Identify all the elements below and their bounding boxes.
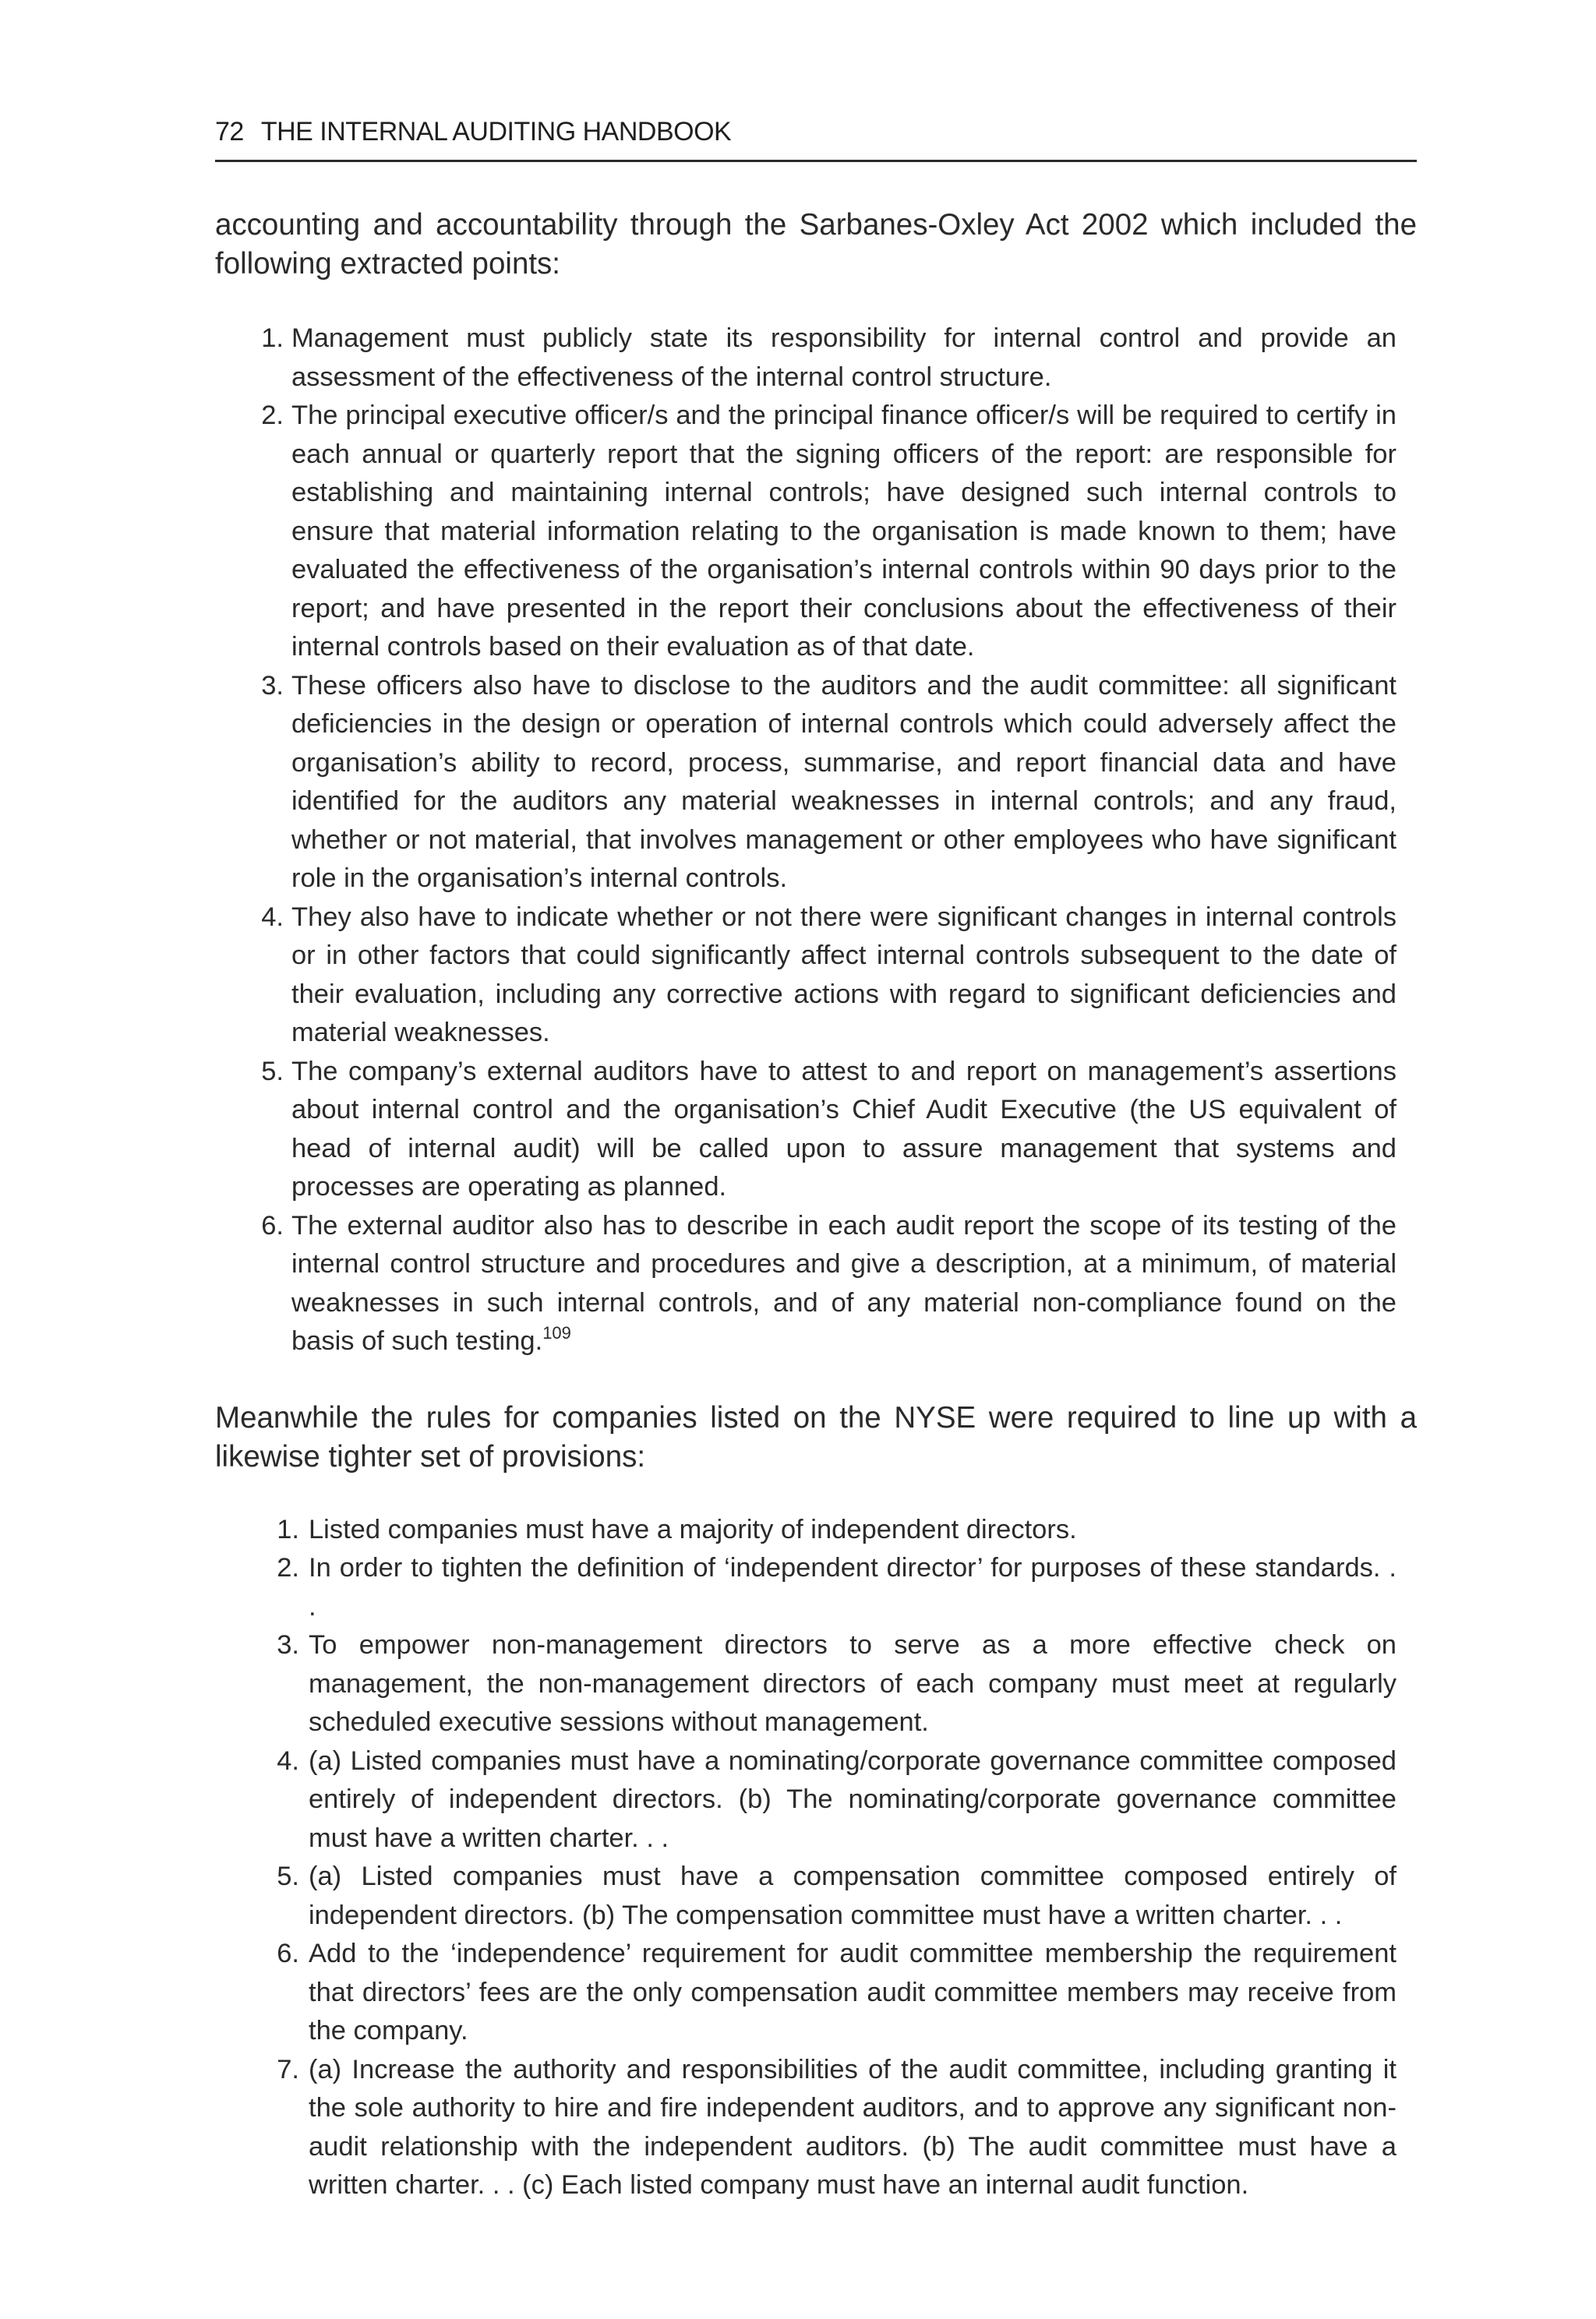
list-text: The company’s external auditors have to attest to and report on management’s assertions about internal control and the organisation’s Chief Audit Executive (the US equivalent of head of internal audit) will be called upon to assure management that systems and processes are operating as planned. — [291, 1056, 1396, 1202]
book-title: THE INTERNAL AUDITING HANDBOOK — [260, 117, 732, 146]
list-text: (a) Increase the authority and responsibilities of the audit committee, including granting it the sole authority to hire and fire independent auditors, and to approve any significant non-audit relationship with the independent auditors. (b) The audit committee must have a written charter. . . (c) Each listed company must have an internal audit function. — [309, 2054, 1396, 2200]
list-text: (a) Listed companies must have a nominating/corporate governance committee composed entirely of independent directors. (b) The nominating/corporate governance committee must have a written charter. . . — [309, 1745, 1396, 1853]
list-item — [237, 1207, 1396, 1361]
list-text: They also have to indicate whether or not there were significant changes in internal controls or in other factors that could significantly affect internal controls subsequent to the date of their evaluation, including any corrective actions with regard to significant deficiencies and material weaknesses. — [291, 902, 1396, 1047]
list-item — [251, 1549, 1396, 1626]
list-number: 2. — [261, 401, 284, 430]
list-number: 5. — [277, 1862, 299, 1891]
list-item — [237, 667, 1396, 898]
list-number: 1. — [277, 1514, 299, 1544]
list-item — [251, 1626, 1396, 1742]
book-page — [215, 117, 1417, 2205]
list-item — [251, 2051, 1396, 2205]
intro-paragraph: accounting and accountability through the Sarbanes-Oxley Act 2002 which included the following extracted points: — [215, 208, 1417, 281]
list-item — [251, 1742, 1396, 1858]
list-item — [237, 1053, 1396, 1207]
list-number: 6. — [277, 1939, 299, 1968]
list-text: Add to the ‘independence’ requirement for audit committee membership the requirement that directors’ fees are the only compensation audit committee members may receive from the company. — [309, 1939, 1396, 2045]
running-head — [215, 117, 1417, 162]
list-item — [251, 1858, 1396, 1935]
list-number: 4. — [277, 1745, 299, 1776]
nyse-points-list — [251, 1511, 1396, 2205]
nyse-paragraph: Meanwhile the rules for companies listed on the NYSE were required to line up with a likewise tighter set of provisions: — [215, 1400, 1417, 1474]
sox-points-list — [237, 319, 1396, 1361]
list-item — [251, 1935, 1396, 2051]
list-text: Listed companies must have a majority of independent directors. — [309, 1514, 1077, 1544]
list-number: 3. — [277, 1630, 299, 1660]
footnote-marker[interactable]: 109 — [542, 1322, 571, 1343]
list-number: 5. — [261, 1056, 284, 1086]
list-item — [251, 1511, 1396, 1550]
list-number: 6. — [261, 1210, 284, 1241]
page-number: 72 — [215, 117, 244, 146]
list-text: In order to tighten the definition of ‘independent director’ for purposes of these standards. . . — [309, 1553, 1396, 1622]
list-text: (a) Listed companies must have a compensation committee composed entirely of independent directors. (b) The compensation committee must have a written charter. . . — [309, 1862, 1396, 1930]
list-item — [237, 898, 1396, 1053]
list-text: To empower non-management directors to serve as a more effective check on management, the non-management directors of each company must meet at regularly scheduled executive sessions without management. — [309, 1630, 1396, 1737]
list-text: The external auditor also has to describe in each audit report the scope of its testing of the internal control structure and procedures and give a description, at a minimum, of material weaknesses in such internal controls, and of any material non-compliance found on the basis of such testing. — [291, 1210, 1396, 1356]
list-text-with-footnote — [291, 1207, 1396, 1361]
list-text: These officers also have to disclose to the auditors and the audit committee: all significant deficiencies in the design or operation of internal controls which could adversely affect the organisation’s ability to record, process, summarise, and report financial data and have identified for the auditors any material weaknesses in internal controls; and any fraud, whether or not material, that involves management or other employees who have significant role in the organisation’s internal controls. — [291, 670, 1396, 893]
list-number: 7. — [277, 2054, 299, 2084]
list-text: Management must publicly state its responsibility for internal control and provide an assessment of the effectiveness of the internal control structure. — [291, 323, 1396, 392]
list-number: 4. — [261, 902, 284, 932]
list-item — [237, 319, 1396, 397]
list-number: 1. — [261, 323, 284, 353]
list-number: 3. — [261, 670, 284, 701]
list-item — [237, 397, 1396, 667]
list-text: The principal executive officer/s and the principal finance officer/s will be required to certify in each annual or quarterly report that the signing officers of the report: are responsible for establishing and maintaining internal controls; have designed such internal controls to ensure that material information relating to the organisation is made known to them; have evaluated the effectiveness of the organisation’s internal controls within 90 days prior to the report; and have presented in the report their conclusions about the effectiveness of their internal controls based on their evaluation as of that date. — [291, 401, 1396, 662]
list-number: 2. — [277, 1553, 299, 1583]
